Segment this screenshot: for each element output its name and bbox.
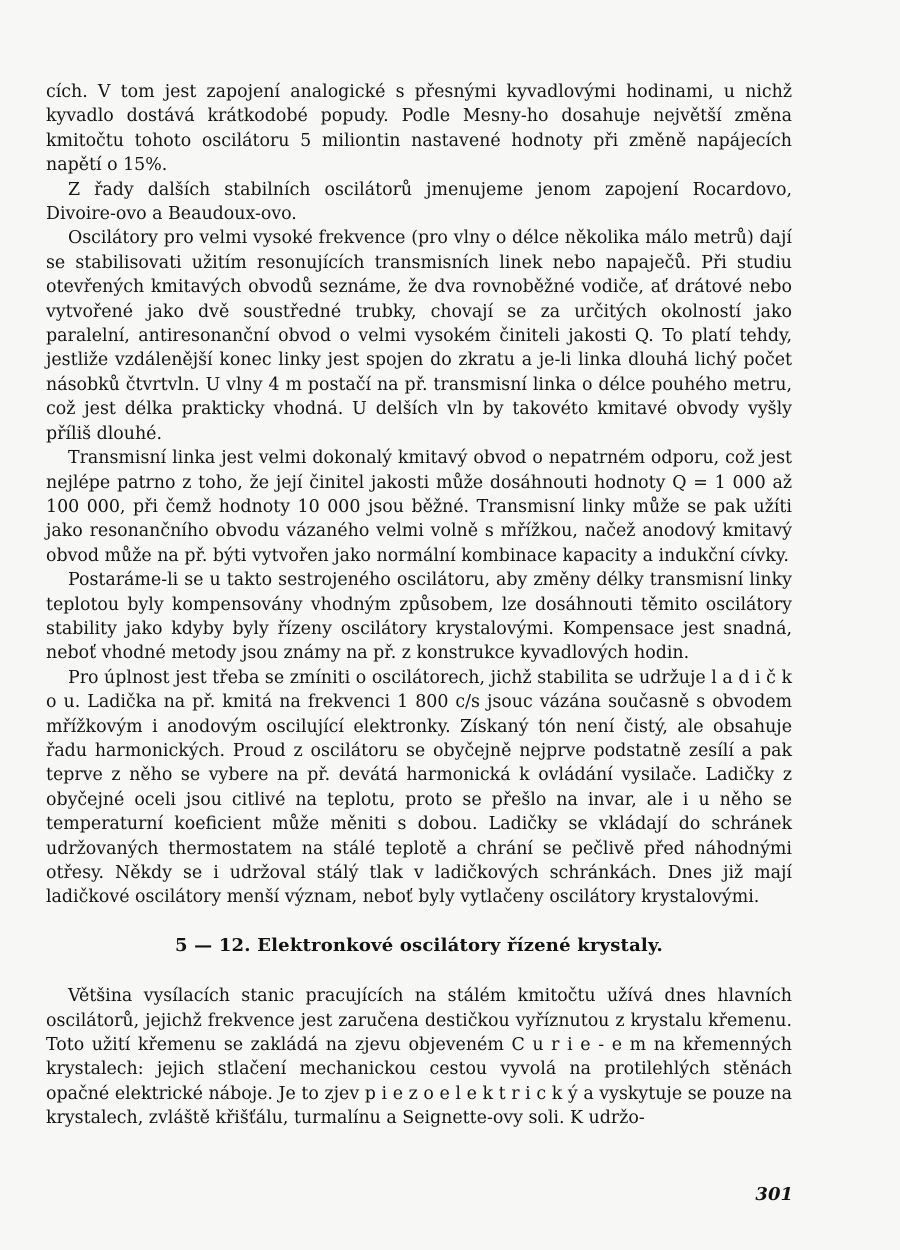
section-heading: 5 — 12. Elektronkové oscilátory řízené krystaly. xyxy=(174,934,664,956)
page-body xyxy=(46,80,792,1131)
paragraph: cích. V tom jest zapojení analogické s přesnými kyvadlovými hodinami, u nichž kyvadlo dostává krátkodobé popudy. Podle Mesny-ho dosahuje největší změna kmitočtu tohoto oscilátoru 5 miliontin nastavené hodnoty při změně napájecích napětí o 15%. xyxy=(46,82,792,176)
paragraph: Pro úplnost jest třeba se zmíniti o oscilátorech, jichž stabilita se udržuje l a d i č k o u. Ladička na př. kmitá na frekvenci 1 800 c/s jsouc vázána současně s obvodem mřížkovým i anodovým oscilující elektronky. Získaný tón není čistý, ale obsahuje řadu harmonických. Proud z oscilátoru se obyčejně nejprve podstatně zesílí a pak teprve z něho se vybere na př. devátá harmonická k ovládání vysilače. Ladičky z obyčejné oceli jsou citlivé na teplotu, proto se přešlo na invar, ale i u něho se temperaturní koeficient může měniti s dobou. Ladičky se vkládají do schránek udržovaných thermostatem na stálé teplotě a chrání se pečlivě před náhodnými otřesy. Někdy se i udržoval stálý tlak v ladičkových schránkách. Dnes již mají ladičkové oscilátory menší význam, neboť byly vytlačeny oscilátory krystalovými. xyxy=(46,667,792,908)
paragraph: Oscilátory pro velmi vysoké frekvence (pro vlny o délce několika málo metrů) dají se stabilisovati užitím resonujících transmisních linek nebo napaječů. Při studiu otevřených kmitavých obvodů seznáme, že dva rovnoběžné vodiče, ať drátové nebo vytvořené jako dvě soustředné trubky, chovají se za určitých okolností jako paralelní, antiresonanční obvod o velmi vysokém činiteli jakosti Q. To platí tehdy, jestliže vzdálenější konec linky jest spojen do zkratu a je-li linka dlouhá lichý počet násobků čtvrtvln. U vlny 4 m postačí na př. transmisní linka o délce pouhého metru, což jest délka prakticky vhodná. U delších vln by takovéto kmitavé obvody vyšly příliš dlouhé. xyxy=(46,228,792,444)
paragraph: Postaráme-li se u takto sestrojeného oscilátoru, aby změny délky transmisní linky teplotou byly kompensovány vhodným způsobem, lze dosáhnouti těmito oscilátory stability jako kdyby byly řízeny oscilátory krystalovými. Kompensace jest snadná, neboť vhodné metody jsou známy na př. z konstrukce kyvadlových hodin. xyxy=(46,570,792,664)
paragraph: Transmisní linka jest velmi dokonalý kmitavý obvod o nepatrném odporu, což jest nejlépe patrno z toho, že její činitel jakosti může dosáhnouti hodnoty Q = 1 000 až 100 000, při čemž hodnoty 10 000 jsou běžné. Transmisní linky může se pak užíti jako resonančního obvodu vázaného velmi volně s mřížkou, načež anodový kmitavý obvod může na př. býti vytvořen jako normální kombinace kapacity a indukční cívky. xyxy=(46,448,792,566)
page-number: 301 xyxy=(755,1184,793,1205)
paragraph: Z řady dalších stabilních oscilátorů jmenujeme jenom zapojení Rocardovo, Divoire-ovo a Beaudoux-ovo. xyxy=(46,179,792,225)
paragraph: Většina vysílacích stanic pracujících na stálém kmitočtu užívá dnes hlavních oscilátorů, jejichž frekvence jest zaručena destičkou vyříznutou z krystalu křemenu. Toto užití křemenu se zakládá na zjevu objeveném C u r i e - e m na křemenných krystalech: jejich stlačení mechanickou cestou vyvolá na protilehlých stěnách opačné elektrické náboje. Je to zjev p i e z o e l e k t r i c k ý a vyskytuje se pouze na krystalech, zvláště křišťálu, turmalínu a Seignette-ovy soli. K udržo- xyxy=(46,986,792,1129)
